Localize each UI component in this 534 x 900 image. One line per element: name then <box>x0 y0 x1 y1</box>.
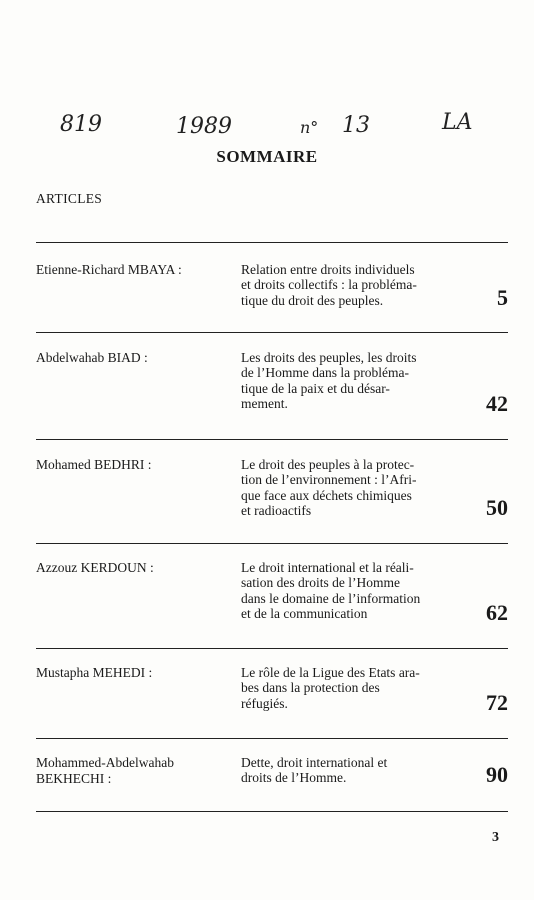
entry-title <box>241 665 449 711</box>
entry-title-line: tion de l’environnement : l’Afri- <box>241 472 417 488</box>
entry-page-number: 50 <box>486 495 508 520</box>
entry-title-line: Le droit des peuples à la protec- <box>241 457 415 472</box>
entry-title-line: droits de l’Homme. <box>241 770 347 786</box>
page-title: SOMMAIRE <box>216 147 318 166</box>
entry-title-line: bes dans la protection des <box>241 680 380 696</box>
entry-title <box>241 755 449 786</box>
handwritten-note-3: n° <box>300 118 319 137</box>
entry-title-line: Le droit international et la réali- <box>241 560 414 575</box>
page-folio: 3 <box>492 830 499 845</box>
entry-title-line: tique du droit des peuples. <box>241 292 384 308</box>
handwritten-note-1: 819 <box>60 112 102 137</box>
handwritten-note-4: 13 <box>342 113 370 138</box>
divider <box>36 242 508 243</box>
entry-title <box>241 560 449 622</box>
entry-author: Abdelwahab BIAD : <box>36 350 148 365</box>
entry-title <box>241 457 449 519</box>
entry-author: Mohamed BEDHRI : <box>36 457 152 472</box>
entry-title-line: sation des droits de l’Homme <box>241 575 400 591</box>
entry-page-number: 5 <box>497 285 508 310</box>
divider <box>36 811 508 812</box>
entry-title-line: que face aux déchets chimiques <box>241 487 412 503</box>
entry-page-number: 90 <box>486 762 508 787</box>
entry-title-line: réfugiés. <box>241 695 288 711</box>
entry-title-line: de l’Homme dans la probléma- <box>241 365 409 381</box>
entry-title-line: Le rôle de la Ligue des Etats ara- <box>241 665 420 680</box>
entry-title <box>241 350 449 412</box>
entry-title-line: et droits collectifs : la probléma- <box>241 277 417 293</box>
handwritten-note-5: LA <box>442 110 473 135</box>
divider <box>36 738 508 739</box>
entry-author: Mohammed-Abdelwahab BEKHECHI : <box>36 755 174 786</box>
entry-author: Etienne-Richard MBAYA : <box>36 262 182 277</box>
entry-author: Mustapha MEHEDI : <box>36 665 153 680</box>
entry-author: Azzouz KERDOUN : <box>36 560 154 575</box>
divider <box>36 543 508 544</box>
divider <box>36 648 508 649</box>
entry-title-line: tique de la paix et du désar- <box>241 380 390 396</box>
entry-title-line: Les droits des peuples, les droits <box>241 350 417 365</box>
entry-page-number: 42 <box>486 391 508 416</box>
entry-page-number: 72 <box>486 690 508 715</box>
section-heading: ARTICLES <box>36 191 103 206</box>
entry-title <box>241 262 449 308</box>
divider <box>36 332 508 333</box>
entry-page-number: 62 <box>486 600 508 625</box>
entry-title-line: dans le domaine de l’information <box>241 590 421 606</box>
entry-title-line: et radioactifs <box>241 503 312 519</box>
handwritten-note-2: 1989 <box>176 114 232 139</box>
entry-title-line: et de la communication <box>241 606 368 622</box>
entry-title-line: Relation entre droits individuels <box>241 262 415 277</box>
entry-title-line: Dette, droit international et <box>241 755 388 770</box>
entry-title-line: mement. <box>241 396 288 412</box>
divider <box>36 439 508 440</box>
